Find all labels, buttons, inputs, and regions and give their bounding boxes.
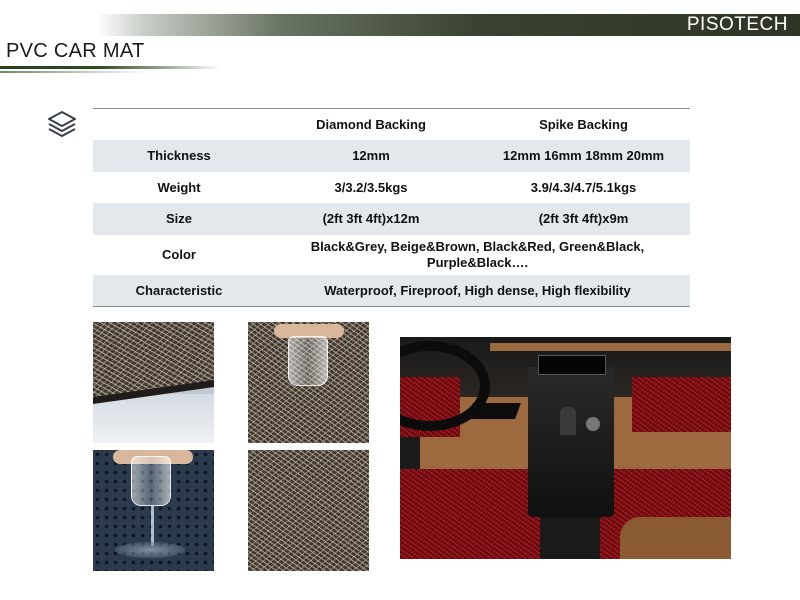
cell-spike: 3.9/4.3/4.7/5.1kgs — [530, 179, 637, 195]
title-underline — [0, 66, 220, 69]
table-header-diamond: Diamond Backing — [316, 117, 426, 132]
table-row-color — [93, 235, 690, 275]
table-header-spike: Spike Backing — [539, 117, 628, 132]
table-header-blank — [93, 109, 265, 141]
row-label: Color — [162, 247, 196, 262]
cell-diamond: 3/3.2/3.5kgs — [334, 179, 408, 195]
table-row-thickness — [93, 140, 690, 172]
cell-spike: (2ft 3ft 4ft)x9m — [477, 203, 690, 235]
row-label: Weight — [157, 179, 201, 195]
car-interior-photo — [400, 337, 731, 559]
row-label: Characteristic — [93, 275, 265, 307]
mat-sample-photo — [93, 322, 214, 443]
cell-diamond: (2ft 3ft 4ft)x12m — [265, 203, 477, 235]
layers-icon — [46, 109, 78, 141]
page-title: PVC CAR MAT — [6, 40, 145, 62]
waterproof-test-photo — [93, 450, 214, 571]
cell-color-options — [265, 235, 690, 275]
table-row-characteristic — [93, 275, 690, 307]
title-underline-secondary — [0, 71, 150, 73]
spec-table — [93, 108, 690, 307]
mat-texture-photo — [248, 450, 369, 571]
cell-characteristic: Waterproof, Fireproof, High dense, High flexibility — [265, 275, 690, 307]
header-banner — [0, 14, 800, 36]
color-options-line1: Black&Grey, Beige&Brown, Black&Red, Green&Black, — [310, 238, 645, 254]
cell-spike: 12mm 16mm 18mm 20mm — [477, 140, 690, 172]
cell-diamond: 12mm — [265, 140, 477, 172]
row-label: Thickness — [93, 140, 265, 172]
color-options-line2: Purple&Black…. — [426, 254, 529, 270]
row-label: Size — [93, 203, 265, 235]
glass-on-mat-photo — [248, 322, 369, 443]
table-row-size — [93, 203, 690, 235]
brand-name: PISOTECH — [686, 14, 788, 35]
table-header-row — [93, 109, 690, 141]
table-row-weight — [93, 172, 690, 204]
